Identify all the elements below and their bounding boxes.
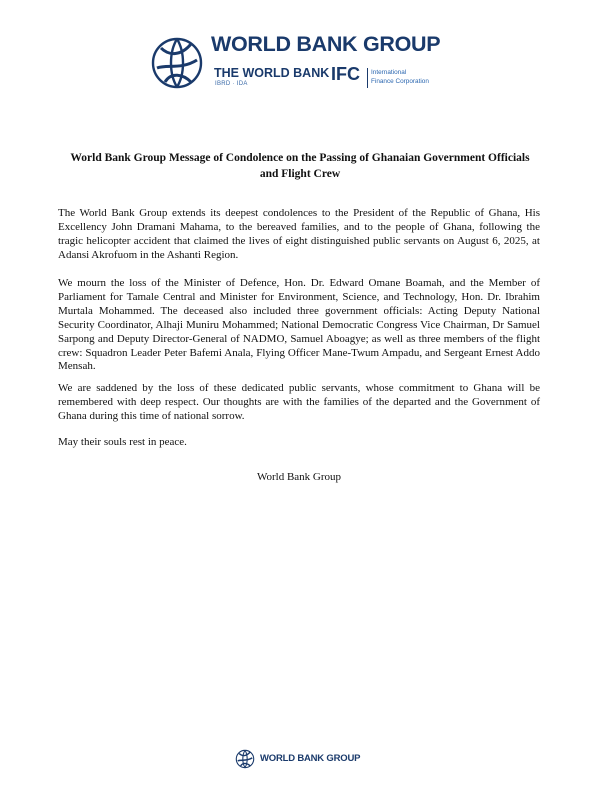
world-bank-globe-icon (234, 747, 256, 771)
group-name: WORLD BANK GROUP (211, 32, 441, 56)
footer-group-name: WORLD BANK GROUP (260, 753, 361, 764)
world-bank-globe-icon (151, 30, 203, 96)
header-logo (151, 30, 451, 100)
ifc-name: IFC (331, 64, 360, 84)
ifc-line-1: International (371, 69, 407, 76)
paragraph-1: The World Bank Group extends its deepest condolences to the President of the Republic of Ghana, His Excellency John Dramani Mahama, to the bereaved families, and to the people of Ghana, following the tragic helicopter accident that claimed the lives of eight distinguished public servants on August 6, 2025, at Adansi Akrofuom in the Ashanti Region. (58, 207, 540, 261)
footer-logo (234, 747, 364, 771)
bank-name: THE WORLD BANK (214, 66, 330, 80)
signature: World Bank Group (256, 471, 342, 483)
bank-subtitle: IBRD · IDA (215, 81, 248, 87)
paragraph-2: We mourn the loss of the Minister of Defence, Hon. Dr. Edward Omane Boamah, and the Member of Parliament for Tamale Central and Minister for Environment, Science, and Technology, Hon. Dr. Ibrahim Murtala Mohammed. The deceased also included three government officials: Acting Deputy National Security Coordinator, Alhaji Muniru Mohammed; National Democratic Congress Vice Chairman, Dr Samuel Sarpong and Deputy Director-General of NADMO, Samuel Aboagye; as well as three members of the flight crew: Squadron Leader Peter Bafemi Anala, Flying Officer Mane-Twum Ampadu, and Sergeant Ernest Addo Mensah. (58, 277, 540, 373)
paragraph-3: We are saddened by the loss of these dedicated public servants, whose commitment to Ghana will be remembered with deep respect. Our thoughts are with the families of the departed and the Government of Ghana during this time of national sorrow. (58, 382, 540, 422)
ifc-line-2: Finance Corporation (371, 78, 429, 85)
ifc-divider (367, 68, 368, 88)
closing-line: May their souls rest in peace. (58, 436, 187, 448)
document-title: World Bank Group Message of Condolence on the Passing of Ghanaian Government Officials and Flight Crew (70, 152, 530, 180)
